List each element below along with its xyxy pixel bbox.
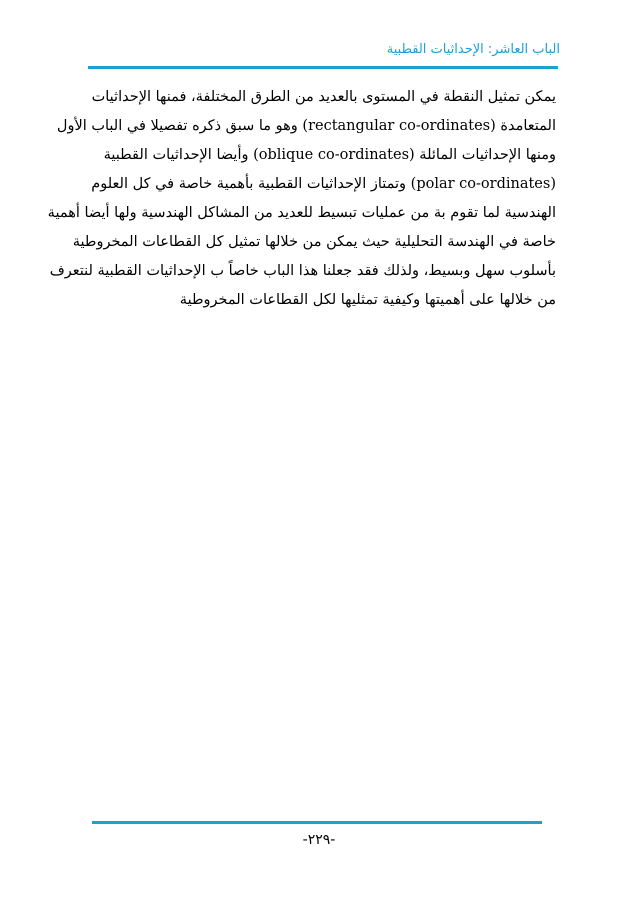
footer-divider: [92, 821, 542, 824]
paragraph-line-7: بأسلوب سهل وبسيط، ولذلك فقد جعلنا هذا الباب خاصاً ب الإحداثيات القطبية لنتعرف: [49, 263, 556, 279]
header-divider: [88, 66, 558, 69]
chapter-header-title: الباب العاشر: الإحداثيات القطبية: [386, 42, 560, 57]
paragraph-line-5: الهندسية لما تقوم بة من عمليات تبسيط للعديد من المشاكل الهندسية ولها أيضا أهمية: [47, 205, 556, 221]
page-number: -٢٢٩-: [302, 832, 336, 848]
paragraph-line-3: ومنها الإحداثيات المائلة (oblique co-ordinates) وأيضا الإحداثيات القطبية: [103, 147, 556, 163]
paragraph-line-8: من خلالها على أهميتها وكيفية تمثليها لكل القطاعات المخروطية: [179, 292, 556, 308]
paragraph-line-2: المتعامدة (rectangular co-ordinates) وهو ما سبق ذكره تفصيلا في الباب الأول: [56, 118, 556, 134]
paragraph-line-1: يمكن تمثيل النقطة في المستوى بالعديد من الطرق المختلفة، فمنها الإحداثيات: [91, 89, 556, 105]
paragraph-line-6: خاصة في الهندسة التحليلية حيث يمكن من خلالها تمثيل كل القطاعات المخروطية: [72, 234, 556, 250]
paragraph-line-4: (polar co-ordinates) وتمتاز الإحداثيات القطبية بأهمية خاصة في كل العلوم: [91, 176, 556, 192]
body-paragraph: [47, 83, 556, 315]
